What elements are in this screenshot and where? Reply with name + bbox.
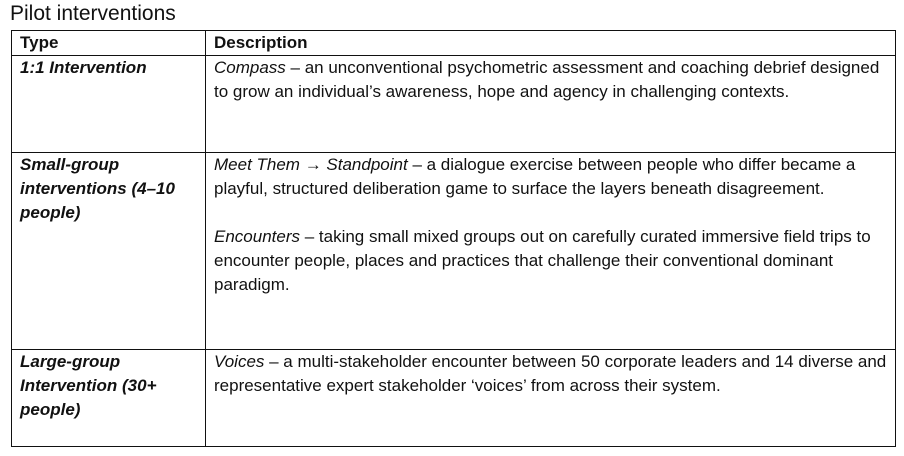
intervention-description: – taking small mixed groups out on carefully curated immersive field trips to encounter people, places and practices that challenge their conventional dominant paradigm. [214, 227, 871, 294]
intervention-description: – a dialogue exercise between people who differ became a playful, structured deliberation game to surface the layers beneath disagreement. [214, 155, 856, 198]
description-cell [206, 153, 896, 350]
description-entry [214, 225, 887, 297]
description-cell [206, 350, 896, 447]
description-entry [214, 153, 887, 201]
description-cell [206, 56, 896, 153]
table-row [12, 350, 896, 447]
header-description: Description [206, 31, 896, 56]
type-cell: 1:1 Intervention [12, 56, 206, 153]
description-entry [214, 56, 887, 104]
description-entry [214, 350, 887, 398]
table-caption: Pilot interventions [10, 2, 176, 25]
table-row [12, 56, 896, 153]
intervention-name: Voices [214, 352, 265, 371]
intervention-name: Encounters [214, 227, 300, 246]
intervention-description: – an unconventional psychometric assessment and coaching debrief designed to grow an individual’s awareness, hope and agency in challenging contexts. [214, 58, 880, 101]
interventions-table [11, 30, 896, 447]
type-cell: Small-group interventions (4–10 people) [12, 153, 206, 350]
table-row [12, 153, 896, 350]
table-header-row [12, 31, 896, 56]
intervention-name: Compass [214, 58, 286, 77]
intervention-name: Meet Them → Standpoint [214, 155, 408, 174]
intervention-description: – a multi-stakeholder encounter between 50 corporate leaders and 14 diverse and representative expert stakeholder ‘voices’ from across their system. [214, 352, 887, 395]
type-cell: Large-group Intervention (30+ people) [12, 350, 206, 447]
header-type: Type [12, 31, 206, 56]
